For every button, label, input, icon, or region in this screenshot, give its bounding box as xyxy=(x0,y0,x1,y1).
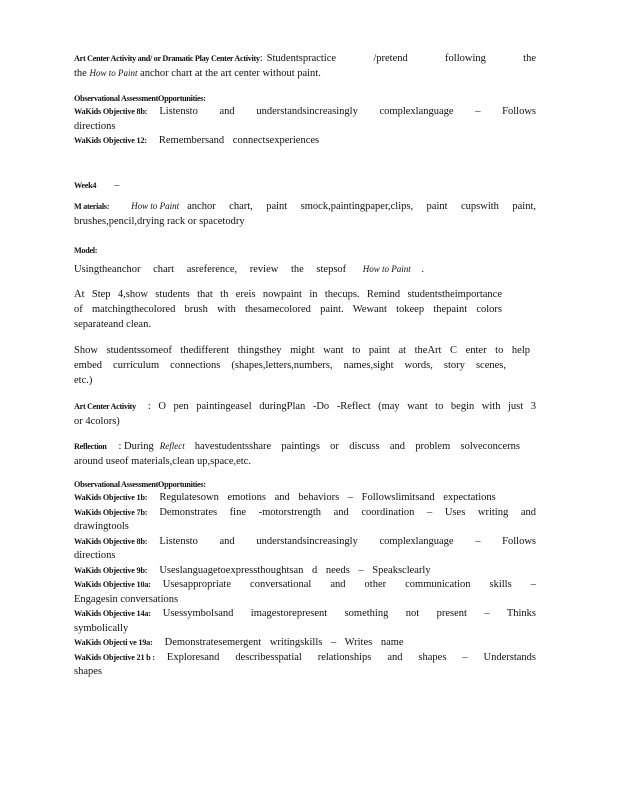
step4-line-3: separateand clean. xyxy=(74,319,151,330)
objective-code: WaKids Objective 8b: xyxy=(74,536,148,546)
using-anchor-paragraph xyxy=(74,262,536,277)
using-end: . xyxy=(421,264,425,275)
objective-wrap: symbolically xyxy=(74,622,129,634)
objective-text: Remembersand connectsexperiences xyxy=(158,135,320,146)
how-to-paint-ref: How to Paint xyxy=(89,68,138,78)
objective-text: Demonstrates fine -motorstrength and coordination – Uses writing and xyxy=(159,506,536,518)
observational-heading: Observational AssessmentOpportunities: xyxy=(74,94,206,103)
objective-wrap: directions xyxy=(74,120,116,132)
objective-item xyxy=(74,564,536,579)
objective-text: Regulatesown emotions and behaviors – Followslimitsand expectations xyxy=(159,492,496,503)
objective-code: WaKids Objective 21 b : xyxy=(74,652,155,662)
objective-item xyxy=(74,651,536,680)
objective-list xyxy=(74,491,536,680)
objective-item xyxy=(74,506,536,535)
objective-item xyxy=(74,535,536,564)
observational-section-2 xyxy=(74,478,536,680)
objective-item xyxy=(74,134,536,149)
reflection-lead: Reflection xyxy=(74,442,107,451)
objective-text: Listensto and understandsincreasingly complexlanguage – Follows xyxy=(159,106,536,117)
objective-code: WaKids Objective 9b: xyxy=(74,565,148,575)
step4-line-2: of matchingthecolored brush with thesamecolored paint. Wewant tokeep thepaint colors xyxy=(74,304,502,315)
using-text: Usingtheanchor chart asreference, review the stepsof xyxy=(74,264,347,275)
activity-text: Studentspractice /pretend following the xyxy=(266,53,536,64)
how-to-paint-ref: How to Paint xyxy=(131,201,180,211)
objective-code: WaKids Objective 10a: xyxy=(74,580,151,589)
art-text-2: or 4colors) xyxy=(74,416,120,427)
reflect-ref: Reflect xyxy=(159,441,185,451)
observational-section-1 xyxy=(74,92,536,149)
step4-paragraph xyxy=(74,287,502,332)
reflection-text: havestudentsshare paintings or discuss and problem solveconcerns xyxy=(194,441,520,452)
objective-code: WaKids Objective 7b: xyxy=(74,507,148,517)
objective-wrap: directions xyxy=(74,550,116,561)
art-center-paragraph xyxy=(74,51,536,81)
objective-wrap: shapes xyxy=(74,666,102,677)
step4-line-1: At Step 4,show students that th ereis nowpaint in thecups. Remind studentstheimportance xyxy=(74,289,502,300)
objective-list xyxy=(74,105,536,149)
model-label: Model: xyxy=(74,246,98,255)
materials-text: anchor chart, paint smock,paintingpaper,clips, paint cupswith paint, xyxy=(187,201,536,212)
reflection-text-2: around useof materials,clean up,space,etc. xyxy=(74,456,251,467)
objective-text: Usesappropriate conversational and other communication skills – xyxy=(162,579,536,590)
objective-text: Demonstratesemergent writingskills – Writes name xyxy=(164,637,404,648)
objective-code: WaKids Objective 14a: xyxy=(74,609,151,618)
reflection-sep: : During xyxy=(118,441,154,452)
activity-sep: : xyxy=(259,53,263,64)
objective-item xyxy=(74,636,536,651)
objective-wrap: drawingtools xyxy=(74,521,129,532)
show-line-1: Show studentssomeof thedifferent thingsthey might want to paint at theArt C enter to help xyxy=(74,345,530,356)
objective-item xyxy=(74,491,536,506)
objective-item xyxy=(74,578,536,607)
week-heading xyxy=(74,175,536,193)
art-center-easel-paragraph xyxy=(74,399,536,429)
materials-label: M aterials: xyxy=(74,202,110,211)
show-line-3: etc.) xyxy=(74,375,93,386)
objective-code: WaKids Objecti ve 19a: xyxy=(74,638,153,647)
activity-text-2: anchor chart at the art center without paint. xyxy=(140,68,321,79)
art-lead: Art Center Activity xyxy=(74,402,136,411)
model-heading xyxy=(74,240,536,258)
materials-section xyxy=(74,199,536,229)
objective-wrap: Engagesin conversations xyxy=(74,593,179,605)
materials-text-2: brushes,pencil,drying rack or spacetodry xyxy=(74,216,245,227)
objective-code: WaKids Objective 8b: xyxy=(74,107,148,116)
objective-text: Useslanguagetoexpressthoughtsan d needs – Speaksclearly xyxy=(159,564,431,576)
objective-item xyxy=(74,607,536,636)
objective-text: Listensto and understandsincreasingly complexlanguage – Follows xyxy=(159,535,536,547)
art-text: : O pen paintingeasel duringPlan -Do -Reflect (may want to begin with just 3 xyxy=(147,401,536,412)
objective-code: WaKids Objective 1b: xyxy=(74,493,148,502)
show-line-2: embed curriculum connections (shapes,letters,numbers, names,sight words, story scenes, xyxy=(74,360,506,371)
objective-item xyxy=(74,105,536,134)
how-to-paint-ref: How to Paint xyxy=(362,264,411,274)
week-dash: – xyxy=(114,180,120,191)
the-word: the xyxy=(74,68,90,79)
objective-text: Exploresand describesspatial relationships and shapes – Understands xyxy=(166,651,536,663)
week-label: Week4 xyxy=(74,181,97,190)
activity-lead: Art Center Activity and/ or Dramatic Play Center Activity xyxy=(74,54,260,63)
objective-text: Usessymbolsand imagestorepresent something not present – Thinks xyxy=(162,608,536,619)
show-students-paragraph xyxy=(74,343,530,388)
reflection-paragraph xyxy=(74,439,520,469)
observational-heading: Observational AssessmentOpportunities: xyxy=(74,480,206,489)
objective-code: WaKids Objective 12: xyxy=(74,136,147,145)
